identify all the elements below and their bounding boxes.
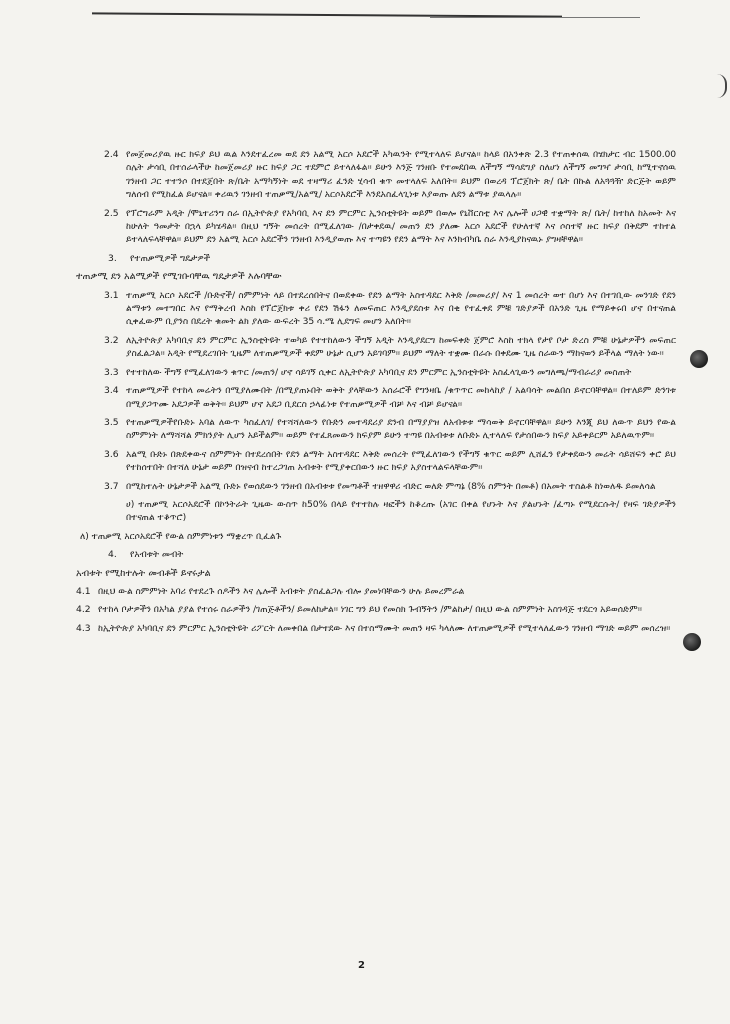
paragraph-number: 3.2	[104, 334, 119, 346]
paragraph-number: 4.2	[76, 604, 91, 616]
paragraph-3-1	[76, 289, 676, 329]
paragraph-3-3	[76, 366, 676, 379]
paragraph-number: 4.1	[76, 585, 91, 597]
paragraph-3-6	[76, 448, 676, 475]
paragraph-text: ተጠቃሚ አርሶ አደሮች /ቡድኖች/ ስምምነት ላይ በተደረሰበትና በወደቀው የደን ልማት አስተዳደር እቅድ /መመሪያ/ እና 1 መሰረት ወተ በሆነ እና በተገቢው መንገድ የደን ልማቱን መተግበር እና የማቅረብ እስከ የፕሮጀክቱ ቀሪ የደን ሽፋን ለመፍጠር እንዲያደስቱ እና በቂ የተፈቀደ ምቹ ገድያዎች በአንድ ጊዜ የማይቀሩበ ሆኖ በተናጠል ሲቀፈውም ቢያንስ በደረት ቁመት ልክ ያለው ውፍረት 35 ሳ.ሜ ሊደግፍ መሆን አለበት፡፡	[126, 289, 676, 328]
paragraph-text: ተጠቃሚዎች የተከላ መሬትን በሚያለሙበት /በሚያጠኑበት ወቅት ያላቸውን አሰራሮች የግንዛቤ /ቁጥጥር መከላከያ / አልባሳት መልበስ ይኖርባቸዋል፡፡ በተለይም ድንገቱ በሚያጋጥሙ አደጋዎች ወቅት፡፡ ይህም ሆኖ አደጋ ቢደርስ ኃላፊነቱ የተጠቃሚዎች ብቻ እና ብቻ ይሆናል፡፡	[126, 385, 676, 410]
paragraph-number: 3.6	[104, 448, 119, 460]
paragraph-text: ከኢትዮጵያ አካባቢና ደን ምርምር ኢንስቲትዩት ሪፖርት ለመቀበል በታተደው እና በተስማሙት መጠን ዛፍ ካላለሙ ለተጠቃሚዎች የሚተላለፈውን ገንዘብ ማገድ ወይም መሰረዝ፡፡	[98, 622, 671, 634]
paragraph-4-3	[76, 622, 676, 635]
paragraph-text: በዚህ ውል ስምምነት አባሪ የተደረጉ ሰዶችን እና ሌሎች አብቱት ያስፈልጋሉ ብሎ ያመነባቸውን ሁሉ ይመረምራል	[98, 585, 465, 597]
paragraph-3-7	[76, 480, 676, 493]
paragraph-number: 3.5	[104, 416, 119, 428]
paragraph-number: 4.3	[76, 622, 91, 634]
paragraph-number: 2.5	[104, 207, 119, 219]
paragraph-4-2	[76, 603, 676, 616]
paragraph-text: የተጠቃሚዎችየቡድኑ አባል ለውጥ ካስፈለገ/ የተሻሻለውን የቡድን መተዳደሪያ ደንብ በማያያዝ ለአብቱቱ ማሳወቅ ይኖርባቸዋል፡፡ ይሁን እንጂ ይህ ለውጥ ይህን የውል ስምምነት ለማሻሻል ምክንያት ሊሆን አይችልም፡፡ ወይም የተፈጸመውን ክፍያም ይሁን ተጣዩ በአብቱቱ ለቡድኑ ሊተላለፍ የታሰበውን ክፍያ አይቀይርም አይለዉጥም፡፡	[126, 416, 676, 442]
paragraph-text: የፕሮግራም አዲት /ሞኒተሪንግ ስራ በኢትዮጵያ የአካባቢ እና ደን ምርምር ኢንስቲትዩት ወይም በወሎ የኒቨርስቲ እና ሌሎች ሀጋዊ ተቋማት ጽ/ ቤት/ ከተከለ ከአመት እና ከሁለት ዓመታት በኋላ ይካሄዳል፡፡ በዚህ ግኝት መሰረት በሚፈለገው /በታቀደዉ/ መጠን ደን ያለሙ አርሶ አደሮች የሁለተኛ እና ሶስተኛ ዙር ክፍያ በቅደም ተከተል ይተላለፍላቸዋል፡፡ ይህም ደን አልሚ አርሶ አደሮችን ገንዘብ እንዲያወጡ እና ተጣዩን የደን ልማት እና እንክብካቤ ስራ እንዲያከናዉኑ ያግዛቸዋል፡፡	[126, 207, 676, 246]
paragraph-number: 3.1	[104, 289, 119, 301]
subclause-text: ለ) ተጠቃሚ አርሶአደሮች የውል ስምምነቱን ማቋረጥ ቢፈልጉ	[80, 530, 282, 542]
paragraph-text: የመጀመሪያዉ ዙር ክፍያ ይህ ዉል እንደተፈረመ ወደ ደን አልሚ አርሶ አደሮች አካዉንት የሚተላለፍ ይሆናል፡፡ ከላይ በአንቀጽ 2.3 የተጠቀሰዉ በሄክታር ብር 1500.00 ስሌት ታሳቢ በተሰራላችሁ ከመጀመሪያ ዙር ክፍያ ጋር ተደምሮ ይተላለፋል፡፡ ይሁን እንጅ ገንዘቡ የተመደበዉ ለችግኝ ማሳደግያ ስለሆነ ለችግኝ መግዣ ታሳቢ ከሚተኖሰዉ ገንዘብ ጋር ተተንሶ በተደጀበት ጽ/ቤት አማካኝነት ወደ ተዛማሪ ፈንድ ሂሳብ ቁጥ መተላለፍ አለበት፡፡ ይህም በወረዳ ፕሮጀክት ጽ/ ቤት በኩል ለአጓጓዥ ድርጅት ወይም ግለሰብ የሚከፈል ይሆናል፡፡ ቀሪዉን ገንዘብ ተጠቃሚ/አልሚ/ አርሶአደሮች እንደአስፈላጊነቱ እያወጡ ለደን ልማቱ ያዉላሉ፡፡	[126, 149, 677, 201]
paragraph-text: የተተከለው ችግኝ የሚፈለገውን ቁጥር /መጠን/ ሆኖ ሳይገኝ ሲቀር ለኢትዮጵያ አካባቢና ደን ምርምር ኢንስቲትዩት አስፈላጊውን መግለጫ/ማብራሪያ መስጠት	[126, 366, 632, 378]
section-heading: የተጠቃሚዎች ግዴታዎች	[130, 252, 211, 264]
paragraph-number: 3.7	[104, 480, 119, 492]
scan-edge-line	[430, 17, 640, 18]
punch-hole-top	[690, 350, 708, 368]
document-body	[76, 148, 676, 640]
paragraph-text: አልሚ ቡድኑ በጽደቀውና ስምምነት በተደረሰበት የደን ልማት አስተዳደር እቅድ መሰረት የሚፈለገውን የችግኝ ቁጥር ወይም ሊሸፈን የታቀደውን መሬት ሳይሸፍን ቀሮ ይህ የተከሰተበት በተሻለ ሁኔታ ወይም በዝናብ ከተረጋገጠ አብቱት የሚያቀርበውን ዙር ክፍያ አያስተላልፍላቸውም፡፡	[126, 448, 676, 474]
paragraph-text: የተከላ ቦታዎችን በአካል ያያል የተሰሩ ስራዎችን /ገጠጅቶችን/ ይመለከታል፡፡ ነገር ግን ይህ የመስክ ጉብኝትን /ምልከታ/ በዚህ ውል ስምምነት አስገዳጅ ተደርጎ አይወሰድም፡፡	[98, 604, 642, 616]
paragraph-3-4	[76, 384, 676, 411]
section-number: 4.	[108, 549, 117, 561]
section-4-heading	[76, 548, 676, 561]
paragraph-2-4	[76, 148, 676, 202]
punch-hole-bottom	[683, 633, 701, 651]
paragraph-number: 3.4	[104, 385, 119, 397]
paragraph-2-5	[76, 207, 676, 247]
section-3-heading	[76, 252, 676, 265]
paragraph-number: 3.3	[104, 366, 119, 378]
section-number: 3.	[108, 252, 117, 264]
section-title: አብቱት የሚከተሉት መብቶች ይኖሩታል	[76, 567, 211, 579]
paragraph-4-1	[76, 585, 676, 598]
scan-edge-mark	[707, 74, 727, 98]
paragraph-text: ለኢትዮጵያ አካባቢና ደን ምርምር ኢንስቲትዩት ተወካይ የተተከለውን ችግኝ አዲት እንዲያደርግ ከመፍቀድ ጀምሮ እስከ ተክላ የታየ ቦታ ድረስ ምቹ ሁኔታዎችን መፍጠር ያስፈልጋል፡፡ አዲት የሚደረገበት ጊዜም ለተጠቃሚዎች ቀደም ሁኔታ ሲሆን አይገባም፡፡ ይህም ማለት ተቋሙ በራሱ በቀደሙ ጊዜ ስራውን ማከናወን ይችላል ማለት ነው፡፡	[126, 334, 676, 360]
page-number: 2	[358, 960, 365, 971]
subclause-b	[76, 530, 676, 543]
paragraph-3-2	[76, 334, 676, 361]
section-title: ተጠቃሚ ደን አልሚዎች የሚገቡባቸዉ ግዴታዎች እሉባቸው	[76, 271, 282, 283]
subclause-text: ሀ) ተጠቃሚ አርሶአደሮች በኮንትራት ጊዜው ውስጥ ከ50% በላይ የተተከሉ ዛፎችን ከቆረጡ (አገር በቀል የሆኑት እና ያልሆኑት /ፈጣኑ የሚደርሱት/ የዛፍ ገድያዎችን በተናጠል ተቆጥሮ)	[126, 498, 676, 524]
paragraph-number: 2.4	[104, 149, 119, 160]
section-heading: የአብቱት መብት	[130, 549, 184, 561]
subclause-a	[76, 498, 676, 525]
paragraph-text: በሚከተሉት ሁኔታዎች አልሚ ቡድኑ የወሰደውን ገንዘብ በአብቱቱ የመጣቶች ተዘዋዋሪ ብድር ወለድ ምጣኔ (8% ስምንት በመቶ) በአመት ተስልቶ ከነወለዱ ይመለሳል	[126, 480, 656, 492]
paragraph-3-5	[76, 416, 676, 443]
